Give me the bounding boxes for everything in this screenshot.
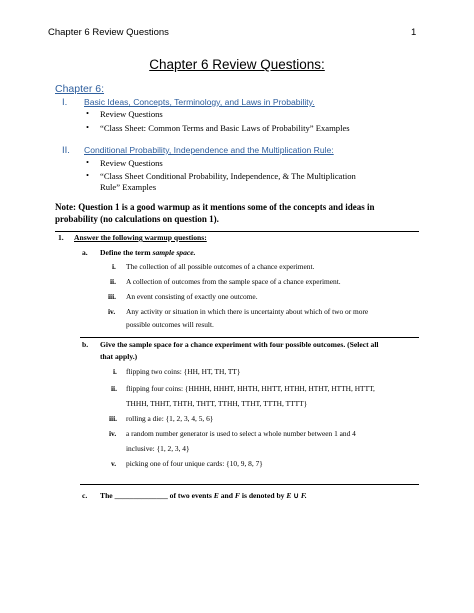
answer-blank[interactable]: ______________ [114, 491, 168, 500]
note-line-1: Note: Question 1 is a good warmup as it mentions some of the concepts and ideas in [55, 202, 375, 212]
event-e: E [213, 491, 219, 500]
choice-text: The collection of all possible outcomes of a chance experiment. [126, 262, 315, 271]
choice-text: THHH, THHT, THTH, THTT, TTHH, TTHT, TTTH, TTTT} [126, 399, 308, 408]
bullet-icon: • [86, 170, 90, 180]
expr-f: F. [300, 491, 307, 500]
choice-text: picking one of four unique cards: {10, 9, 8, 7} [126, 459, 263, 468]
choice-text: An event consisting of exactly one outcome. [126, 292, 258, 301]
item-numeral: iii. [108, 292, 117, 301]
item-numeral: i. [112, 262, 116, 271]
item-numeral: i. [113, 367, 117, 376]
bullet-icon: • [86, 157, 90, 167]
choice-text: A collection of outcomes from the sample space of a chance experiment. [126, 277, 341, 286]
part-a-prompt [100, 248, 196, 257]
section-title-2: Conditional Probability, Independence and the Multiplication Rule: [84, 145, 334, 155]
bullet-text: Review Questions [100, 158, 163, 168]
section-numeral-1: I. [62, 97, 68, 108]
choice-text: a random number generator is used to select a whole number between 1 and 4 [126, 429, 356, 438]
bullet-icon: • [86, 108, 90, 118]
part-c-prompt [100, 491, 307, 500]
divider [80, 337, 419, 338]
divider [55, 231, 419, 232]
part-b-prompt: that apply.) [100, 352, 138, 361]
bullet-text: “Class Sheet Conditional Probability, Independence, & The Multiplication [100, 171, 356, 181]
section-numeral-2: II. [62, 145, 70, 156]
item-numeral: v. [111, 459, 117, 468]
item-numeral: iv. [108, 307, 116, 316]
part-c-the: The [100, 491, 113, 500]
note-line-2: probability (no calculations on question 1). [55, 214, 219, 224]
page-title: Chapter 6 Review Questions: [149, 57, 325, 72]
part-letter: c. [82, 491, 88, 500]
bullet-icon: • [86, 122, 90, 132]
section-title-1: Basic Ideas, Concepts, Terminology, and Laws in Probability. [84, 97, 315, 107]
part-letter: b. [82, 340, 89, 349]
prompt-term: sample space. [152, 248, 196, 257]
bullet-text: “Class Sheet: Common Terms and Basic Laws of Probability” Examples [100, 123, 350, 133]
item-numeral: iv. [109, 429, 117, 438]
chapter-heading: Chapter 6: [55, 83, 105, 95]
running-header: Chapter 6 Review Questions [48, 27, 169, 38]
event-f: F [234, 491, 240, 500]
choice-text: flipping two coins: {HH, HT, TH, TT} [126, 367, 241, 376]
choice-text: possible outcomes will result. [126, 320, 214, 329]
bullet-text: Rule” Examples [100, 182, 157, 192]
choice-text: inclusive: {1, 2, 3, 4} [126, 444, 190, 453]
question-heading: Answer the following warmup questions: [74, 233, 207, 242]
page-number: 1 [411, 27, 417, 38]
divider [80, 484, 419, 485]
choice-text: rolling a die: {1, 2, 3, 4, 5, 6} [126, 414, 214, 423]
bullet-text: Review Questions [100, 109, 163, 119]
part-c-mid: of two events [169, 491, 212, 500]
question-number: 1. [58, 233, 64, 242]
part-c-denoted: is denoted by [241, 491, 285, 500]
choice-text: flipping four coins: {HHHH, HHHT, HHTH, HHTT, HTHH, HTHT, HTTH, HTTT, [126, 384, 375, 393]
part-letter: a. [82, 248, 88, 257]
union-symbol: ∪ [293, 491, 299, 500]
part-c-and: and [220, 491, 233, 500]
expr-e: E [286, 491, 292, 500]
item-numeral: iii. [109, 414, 118, 423]
choice-text: Any activity or situation in which there is uncertainty about which of two or more [126, 307, 369, 316]
part-b-prompt: Give the sample space for a chance experiment with four possible outcomes. (Select all [100, 340, 379, 349]
item-numeral: ii. [111, 384, 117, 393]
prompt-prefix: Define the term [100, 248, 153, 257]
item-numeral: ii. [110, 277, 116, 286]
